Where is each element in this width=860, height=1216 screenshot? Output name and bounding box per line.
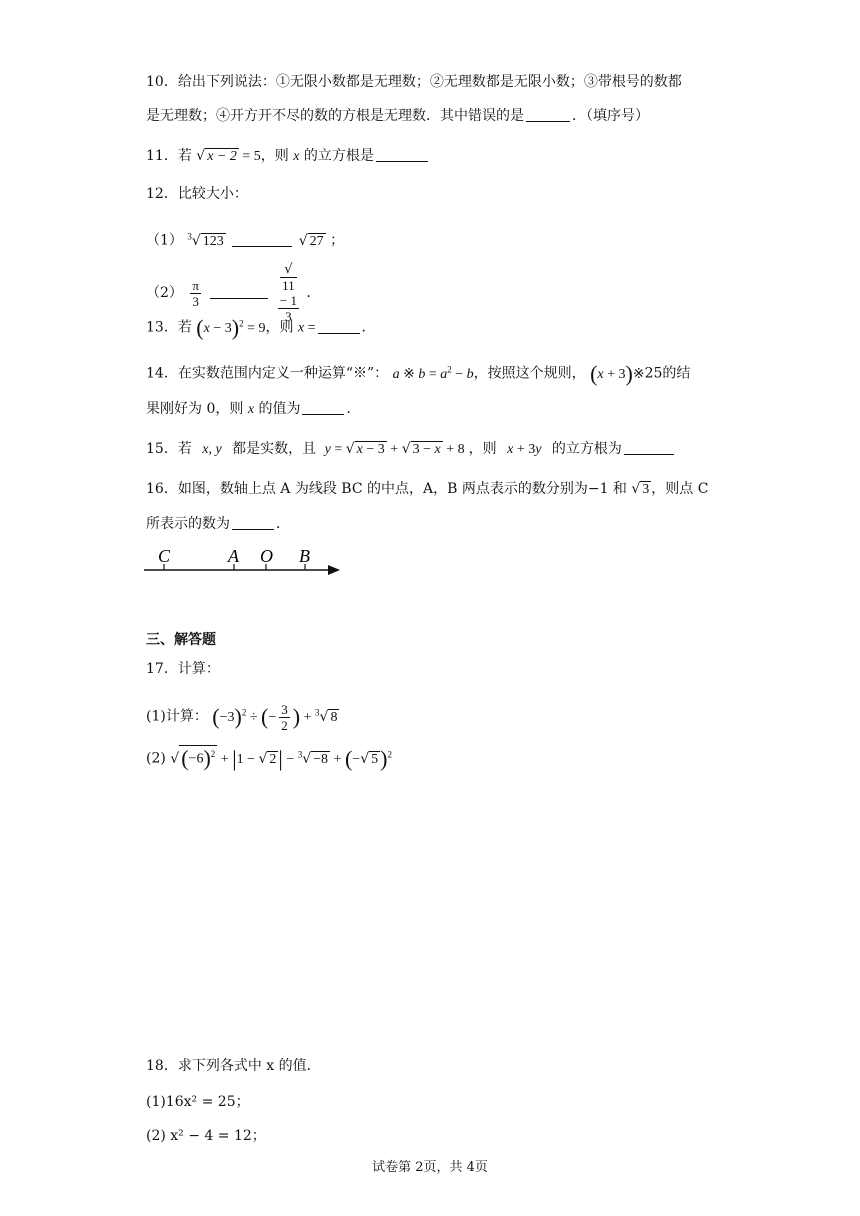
q12-part1: （1） $^3$√ 123 √ 27 ；: [146, 231, 345, 249]
q17-part1: (1)计算： $(-3)^2$ ÷ (− $\frac{3}{2}$ ) + $^3$√ 8: [146, 701, 338, 733]
q18-part1: (1)16x² = 25；: [146, 1094, 250, 1110]
q17-title: 17．计算：: [146, 661, 220, 677]
q11-expression: √ x − 2 = 5: [196, 148, 261, 164]
label-a: A: [228, 546, 239, 566]
q10-tail: ．（填序号）: [572, 108, 649, 124]
q10-text: 是无理数；④开方开不尽的数的方根是无理数．其中错误的是: [146, 108, 524, 124]
q14-line1: 14．在实数范围内定义一种运算“※”： a ※ $b = a^2 - b$，按照这个规则， (x + 3)※25的结: [146, 360, 691, 386]
answer-blank: [232, 515, 274, 530]
label-c: C: [158, 546, 171, 566]
label-b: B: [299, 546, 310, 566]
q16-line2: 所表示的数为 ．: [146, 516, 290, 532]
q13: 13．若 $(x - 3)^2 = 9$，则 x = ．: [146, 314, 376, 340]
label-o: O: [260, 546, 273, 566]
q18-title: 18．求下列各式中 x 的值．: [146, 1058, 321, 1074]
number-line-figure: [140, 544, 350, 580]
page-footer: 试卷第 2页，共 4页: [372, 1160, 488, 1175]
answer-blank: [376, 147, 428, 162]
q10-line2: [146, 106, 649, 126]
q12-title: 12．比较大小：: [146, 186, 248, 202]
answer-blank: [318, 319, 360, 334]
answer-blank: [302, 400, 344, 415]
q11: 11．若 √ x − 2 = 5，则 x 的立方根是: [146, 146, 430, 167]
answer-blank: [210, 284, 268, 299]
answer-blank: [624, 440, 674, 455]
section-title: 三、解答题: [146, 632, 216, 648]
q17-part2: (2) $√(-6)^2 + |1$ − √ 2| − $^3$√ −8 + (−√ 5)$^2$: [146, 745, 392, 771]
answer-blank: [526, 107, 570, 122]
answer-blank: [232, 232, 292, 247]
q10-line1: 10．给出下列说法：①无限小数都是无理数；②无理数都是无限小数；③带根号的数都: [146, 74, 682, 90]
q15: 15．若 x, y 都是实数，且 y = √ x − 3 + √ 3 − x + 8 ，则 x + 3y 的立方根为: [146, 439, 676, 460]
q14-line2: 果刚好为 0，则 x 的值为 ．: [146, 401, 361, 417]
q16-line1: 16．如图，数轴上点 A 为线段 BC 的中点，A，B 两点表示的数分别为−1 和 √ 3 ，则点 C: [146, 481, 709, 497]
q12-part2: （2） $\frac{\pi}{3}$ √ 11 − 1 3 ．: [146, 262, 321, 324]
axis-arrow: [328, 565, 340, 575]
q18-part2: (2) x² − 4 = 12；: [146, 1128, 266, 1144]
